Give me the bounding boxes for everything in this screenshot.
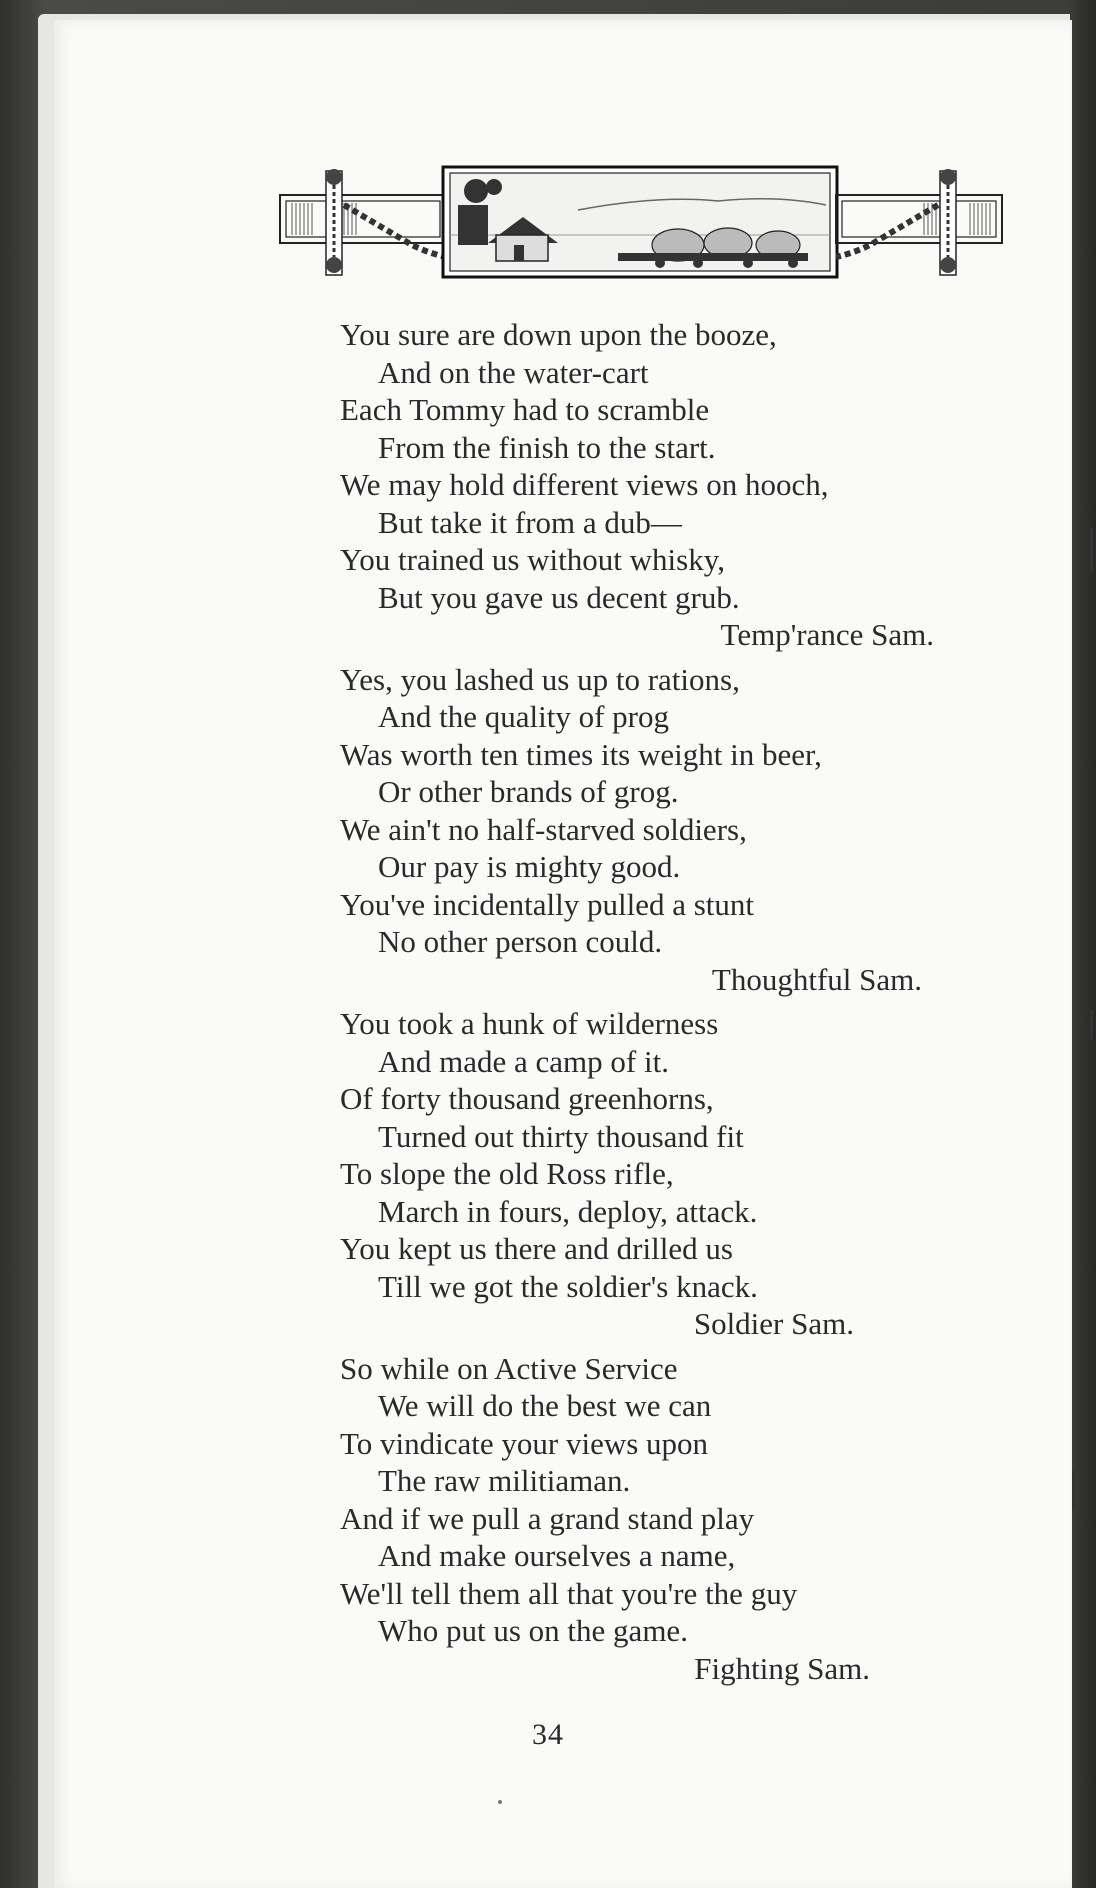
poem-line: And make ourselves a name, — [378, 1538, 736, 1573]
poem-line: Of forty thousand greenhorns, — [340, 1081, 714, 1116]
poem-line: You sure are down upon the booze, — [340, 317, 777, 352]
stanza-signature: Fighting Sam. — [694, 1650, 870, 1686]
edge-mark — [1090, 1010, 1093, 1040]
poem-line: From the finish to the start. — [378, 429, 716, 465]
stanza-signature: Soldier Sam. — [693, 1306, 854, 1341]
poem-line: To vindicate your views upon — [340, 1425, 709, 1461]
header-ornament — [278, 165, 1004, 280]
paper-speck — [498, 1800, 502, 1804]
stanza-signature: Temp'rance Sam. — [720, 617, 934, 652]
stanza — [340, 1005, 960, 1343]
scene-vignette — [443, 167, 837, 277]
poem-line: And the quality of prog — [378, 699, 670, 734]
poem-line: We may hold different views on hooch, — [340, 467, 829, 502]
poem-line: And if we pull a grand stand play — [340, 1500, 755, 1536]
poem-line: And on the water-cart — [378, 354, 649, 390]
edge-mark — [1090, 527, 1093, 573]
poem-line: No other person could. — [378, 924, 663, 959]
poem-line: The raw militiaman. — [378, 1463, 631, 1498]
poem-line: Our pay is mighty good. — [378, 849, 681, 884]
poem-line: To slope the old Ross rifle, — [340, 1156, 674, 1191]
stanza — [340, 316, 960, 654]
stanza-signature: Thoughtful Sam. — [711, 961, 922, 997]
stanza — [340, 1350, 960, 1688]
poem-line: Or other brands of grog. — [378, 774, 679, 809]
edge-mark — [1072, 1470, 1075, 1510]
poem-line: Turned out thirty thousand fit — [378, 1118, 744, 1154]
gutter-shadow — [1070, 0, 1096, 1888]
poem-line: So while on Active Service — [340, 1350, 678, 1386]
poem-line: We will do the best we can — [378, 1388, 712, 1423]
poem-line: And made a camp of it. — [378, 1043, 669, 1079]
poem-line: We ain't no half-starved soldiers, — [340, 811, 747, 847]
poem-body — [340, 316, 960, 1687]
poem-line: Who put us on the game. — [378, 1613, 688, 1648]
poem-line: Yes, you lashed us up to rations, — [340, 661, 740, 697]
poem-line: Was worth ten times its weight in beer, — [340, 736, 822, 772]
poem-line: March in fours, deploy, attack. — [378, 1193, 758, 1229]
poem-line: But take it from a dub— — [378, 504, 682, 540]
right-ornament-band — [836, 169, 1002, 275]
page-number: 34 — [532, 1718, 564, 1751]
poem-line: You trained us without whisky, — [340, 542, 725, 577]
poem-line: You took a hunk of wilderness — [340, 1006, 719, 1041]
poem-line: We'll tell them all that you're the guy — [340, 1575, 798, 1611]
stanza — [340, 661, 960, 999]
poem-line: Till we got the soldier's knack. — [378, 1268, 758, 1304]
poem-line: But you gave us decent grub. — [378, 579, 740, 615]
left-ornament-band — [280, 169, 446, 275]
poem-line: You kept us there and drilled us — [340, 1231, 733, 1266]
poem-line: You've incidentally pulled a stunt — [340, 886, 755, 922]
poem-line: Each Tommy had to scramble — [340, 392, 710, 427]
